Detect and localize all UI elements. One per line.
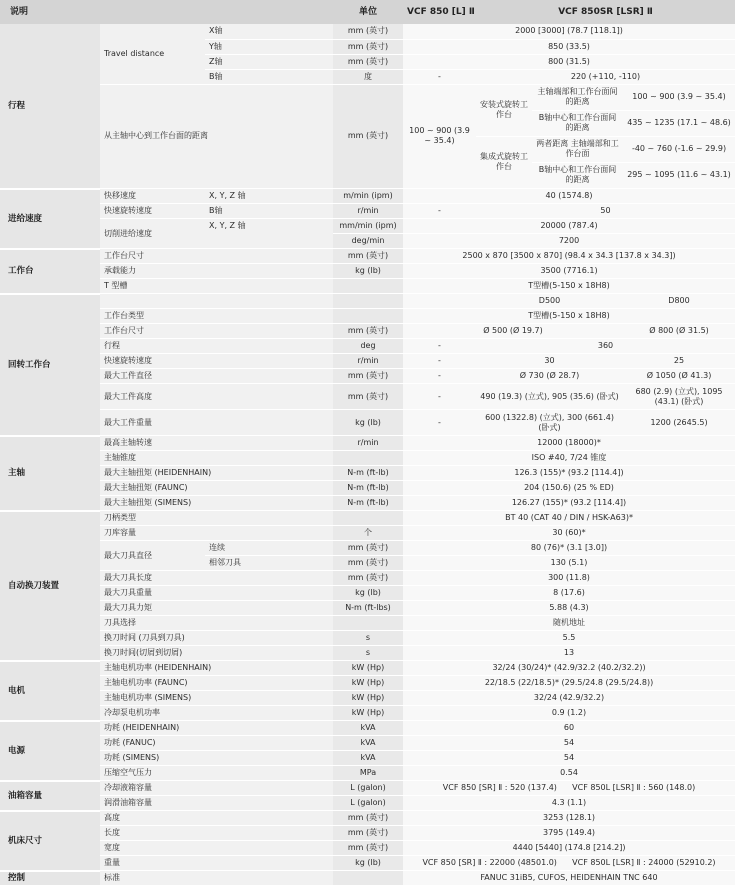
distance-label: B轴中心和工作台面间的距离	[532, 110, 623, 136]
distance-label: 主轴端部和工作台面间的距离	[532, 84, 623, 110]
row-label: 长度	[100, 826, 333, 841]
unit	[333, 451, 403, 466]
row-label	[100, 294, 333, 309]
unit: mm (英寸)	[333, 324, 403, 339]
row-label: 最大主轴扭矩 (HEIDENHAIN)	[100, 466, 333, 481]
unit: s	[333, 646, 403, 661]
row-label: 功耗 (HEIDENHAIN)	[100, 721, 333, 736]
value: 220 (+110, -110)	[476, 69, 735, 84]
unit: kg (lb)	[333, 856, 403, 871]
value: 20000 (787.4)	[403, 219, 735, 234]
header-model-1: VCF 850 [L] Ⅱ	[403, 0, 476, 24]
row-label: 最大刀具直径	[100, 541, 205, 571]
row-label: 主轴电机功率 (HEIDENHAIN)	[100, 661, 333, 676]
unit	[333, 279, 403, 294]
unit: r/min	[333, 204, 403, 219]
value: -	[403, 369, 476, 384]
value: T型槽(5-150 x 18H8)	[403, 309, 735, 324]
value: 1200 (2645.5)	[623, 410, 735, 436]
value: 680 (2.9) (立式), 1095 (43.1) (卧式)	[623, 384, 735, 410]
row-label: 压缩空气压力	[100, 766, 333, 781]
row-label: 宽度	[100, 841, 333, 856]
value: VCF 850 [SR] Ⅱ : 22000 (48501.0) VCF 850L [LSR] Ⅱ : 24000 (52910.2)	[403, 856, 735, 871]
row-label: 刀具选择	[100, 616, 333, 631]
rotary-d800-header: D800	[623, 294, 735, 309]
value: 126.3 (155)* (93.2 [114.4])	[403, 466, 735, 481]
unit: mm (英寸)	[333, 369, 403, 384]
rotary-d500-header: D500	[476, 294, 623, 309]
unit: kW (Hp)	[333, 661, 403, 676]
value: -	[403, 204, 476, 219]
category-control: 控制	[0, 871, 100, 886]
row-label: 功耗 (SIMENS)	[100, 751, 333, 766]
category-atc: 自动换刀装置	[0, 511, 100, 661]
unit: deg/min	[333, 234, 403, 249]
value: 100 ~ 900 (3.9 ~ 35.4)	[403, 84, 476, 188]
row-label: 最大工件高度	[100, 384, 333, 410]
category-spindle: 主轴	[0, 436, 100, 511]
value: 22/18.5 (22/18.5)* (29.5/24.8 (29.5/24.8))	[403, 676, 735, 691]
unit: kW (Hp)	[333, 676, 403, 691]
value: 4.3 (1.1)	[403, 796, 735, 811]
unit: mm (英寸)	[333, 826, 403, 841]
value: 295 ~ 1095 (11.6 ~ 43.1)	[623, 162, 735, 188]
row-label: 快移速度	[100, 189, 205, 204]
row-label: 切削进给速度	[100, 219, 205, 249]
value: 3795 (149.4)	[403, 826, 735, 841]
unit: kVA	[333, 736, 403, 751]
value: 600 (1322.8) (立式), 300 (661.4) (卧式)	[476, 410, 623, 436]
value: 50	[476, 204, 735, 219]
unit: mm (英寸)	[333, 571, 403, 586]
row-sublabel: X, Y, Z 轴	[205, 219, 333, 249]
row-label: 最大主轴扭矩 (FAUNC)	[100, 481, 333, 496]
value: 60	[403, 721, 735, 736]
row-label: 高度	[100, 811, 333, 826]
category-tank: 油箱容量	[0, 781, 100, 811]
value: 25	[623, 354, 735, 369]
unit: kg (lb)	[333, 264, 403, 279]
value: 0.9 (1.2)	[403, 706, 735, 721]
value	[403, 294, 476, 309]
value: VCF 850 [SR] Ⅱ : 520 (137.4) VCF 850L [LSR] Ⅱ : 560 (148.0)	[403, 781, 735, 796]
row-label: 主轴电机功率 (SIMENS)	[100, 691, 333, 706]
row-label: 换刀时间(切屑到切屑)	[100, 646, 333, 661]
unit: m/min (ipm)	[333, 189, 403, 204]
travel-distance-label: Travel distance	[100, 24, 205, 84]
unit: mm (英寸)	[333, 54, 403, 69]
unit: kg (lb)	[333, 586, 403, 601]
row-label: 行程	[100, 339, 333, 354]
row-label: 功耗 (FANUC)	[100, 736, 333, 751]
value: -40 ~ 760 (-1.6 ~ 29.9)	[623, 136, 735, 162]
unit: r/min	[333, 436, 403, 451]
row-label: 润滑油箱容量	[100, 796, 333, 811]
value: -	[403, 354, 476, 369]
row-label: 冷却泵电机功率	[100, 706, 333, 721]
value: 54	[403, 736, 735, 751]
value: BT 40 (CAT 40 / DIN / HSK-A63)*	[403, 511, 735, 526]
row-label: 最大刀具重量	[100, 586, 333, 601]
row-label: 工作台类型	[100, 309, 333, 324]
value: 490 (19.3) (立式), 905 (35.6) (卧式)	[476, 384, 623, 410]
value: 204 (150.6) (25 % ED)	[403, 481, 735, 496]
value: 5.5	[403, 631, 735, 646]
value: 360	[476, 339, 735, 354]
value: 435 ~ 1235 (17.1 ~ 48.6)	[623, 110, 735, 136]
value: Ø 730 (Ø 28.7)	[476, 369, 623, 384]
row-label: 最大刀具长度	[100, 571, 333, 586]
unit: L (galon)	[333, 796, 403, 811]
unit: kg (lb)	[333, 410, 403, 436]
mounted-rotary-table-label: 安装式旋转工作台	[476, 84, 532, 136]
value: 300 (11.8)	[403, 571, 735, 586]
unit: kW (Hp)	[333, 706, 403, 721]
row-label: 最大工件重量	[100, 410, 333, 436]
value: -	[403, 69, 476, 84]
row-label: 承载能力	[100, 264, 333, 279]
unit: 个	[333, 526, 403, 541]
value: 130 (5.1)	[403, 556, 735, 571]
value: 30	[476, 354, 623, 369]
unit: r/min	[333, 354, 403, 369]
distance-label: B轴中心和工作台面间的距离	[532, 162, 623, 188]
unit: 度	[333, 69, 403, 84]
row-label: 主轴电机功率 (FAUNC)	[100, 676, 333, 691]
header-unit: 单位	[333, 0, 403, 24]
axis-y: Y轴	[205, 39, 333, 54]
value: 30 (60)*	[403, 526, 735, 541]
distance-label: 两者距离 主轴端部和工作台面	[532, 136, 623, 162]
spindle-table-distance-label: 从主轴中心到工作台面的距离	[100, 84, 333, 188]
value: Ø 1050 (Ø 41.3)	[623, 369, 735, 384]
value: 13	[403, 646, 735, 661]
axis-z: Z轴	[205, 54, 333, 69]
value: 2500 x 870 [3500 x 870] (98.4 x 34.3 [137.8 x 34.3])	[403, 249, 735, 264]
row-label: 最高主轴转速	[100, 436, 333, 451]
value: 850 (33.5)	[403, 39, 735, 54]
value: 12000 (18000)*	[403, 436, 735, 451]
row-label: 重量	[100, 856, 333, 871]
row-label: 最大主轴扭矩 (SIMENS)	[100, 496, 333, 511]
unit: MPa	[333, 766, 403, 781]
unit	[333, 294, 403, 309]
row-label: 工作台尺寸	[100, 324, 333, 339]
value: 7200	[403, 234, 735, 249]
category-motor: 电机	[0, 661, 100, 721]
row-sublabel: X, Y, Z 轴	[205, 189, 333, 204]
header-row	[0, 0, 735, 24]
axis-b: B轴	[205, 69, 333, 84]
row-label: 换刀时间 (刀具到刀具)	[100, 631, 333, 646]
row-label: 标准	[100, 871, 333, 886]
row-label: 快速旋转速度	[100, 204, 205, 219]
value: 80 (76)* (3.1 [3.0])	[403, 541, 735, 556]
value: 0.54	[403, 766, 735, 781]
unit: N-m (ft-lbs)	[333, 601, 403, 616]
row-sublabel: 相邻刀具	[205, 556, 333, 571]
row-label: 刀库容量	[100, 526, 333, 541]
value: -	[403, 410, 476, 436]
value: ISO #40, 7/24 锥度	[403, 451, 735, 466]
value: 54	[403, 751, 735, 766]
row-label: T 型槽	[100, 279, 333, 294]
unit: N-m (ft-lb)	[333, 496, 403, 511]
unit: mm (英寸)	[333, 384, 403, 410]
value: 32/24 (30/24)* (42.9/32.2 (40.2/32.2))	[403, 661, 735, 676]
value: -	[403, 384, 476, 410]
value: FANUC 31iB5, CUFOS, HEIDENHAIN TNC 640	[403, 871, 735, 886]
unit: mm (英寸)	[333, 249, 403, 264]
unit: mm (英寸)	[333, 841, 403, 856]
value: 40 (1574.8)	[403, 189, 735, 204]
value: T型槽(5-150 x 18H8)	[403, 279, 735, 294]
unit: mm (英寸)	[333, 84, 403, 188]
category-table: 工作台	[0, 249, 100, 294]
value: 5.88 (4.3)	[403, 601, 735, 616]
category-power: 电源	[0, 721, 100, 781]
value: 随机地址	[403, 616, 735, 631]
axis-x: X轴	[205, 24, 333, 39]
category-feed: 进给速度	[0, 189, 100, 249]
unit	[333, 616, 403, 631]
row-label: 主轴锥度	[100, 451, 333, 466]
unit: N-m (ft-lb)	[333, 481, 403, 496]
value: Ø 500 (Ø 19.7)	[403, 324, 623, 339]
row-label: 刀柄类型	[100, 511, 333, 526]
category-travel: 行程	[0, 24, 100, 189]
value: 126.27 (155)* (93.2 [114.4])	[403, 496, 735, 511]
unit: deg	[333, 339, 403, 354]
value: 800 (31.5)	[403, 54, 735, 69]
unit: kW (Hp)	[333, 691, 403, 706]
unit: mm (英寸)	[333, 556, 403, 571]
value: 3500 (7716.1)	[403, 264, 735, 279]
row-label: 工作台尺寸	[100, 249, 333, 264]
unit: kVA	[333, 721, 403, 736]
unit: mm (英寸)	[333, 24, 403, 39]
unit: mm (英寸)	[333, 541, 403, 556]
row-sublabel: B轴	[205, 204, 333, 219]
unit	[333, 309, 403, 324]
row-label: 冷却液箱容量	[100, 781, 333, 796]
unit: mm (英寸)	[333, 39, 403, 54]
row-label: 最大工件直径	[100, 369, 333, 384]
category-dimensions: 机床尺寸	[0, 811, 100, 871]
value: -	[403, 339, 476, 354]
unit	[333, 511, 403, 526]
unit: L (galon)	[333, 781, 403, 796]
unit: mm (英寸)	[333, 811, 403, 826]
row-sublabel: 连续	[205, 541, 333, 556]
unit: N-m (ft-lb)	[333, 466, 403, 481]
value: 8 (17.6)	[403, 586, 735, 601]
header-model-2: VCF 850SR [LSR] Ⅱ	[476, 0, 735, 24]
integrated-rotary-table-label: 集成式旋转工作台	[476, 136, 532, 188]
unit: s	[333, 631, 403, 646]
value: 32/24 (42.9/32.2)	[403, 691, 735, 706]
category-rotary-table: 回转工作台	[0, 294, 100, 436]
value: 100 ~ 900 (3.9 ~ 35.4)	[623, 84, 735, 110]
value: 4440 [5440] (174.8 [214.2])	[403, 841, 735, 856]
value: Ø 800 (Ø 31.5)	[623, 324, 735, 339]
value: 3253 (128.1)	[403, 811, 735, 826]
row-label: 快速旋转速度	[100, 354, 333, 369]
unit: mm/min (ipm)	[333, 219, 403, 234]
row-label: 最大刀具力矩	[100, 601, 333, 616]
header-desc: 说明	[0, 0, 333, 24]
unit: kVA	[333, 751, 403, 766]
unit	[333, 871, 403, 886]
value: 2000 [3000] (78.7 [118.1])	[403, 24, 735, 39]
